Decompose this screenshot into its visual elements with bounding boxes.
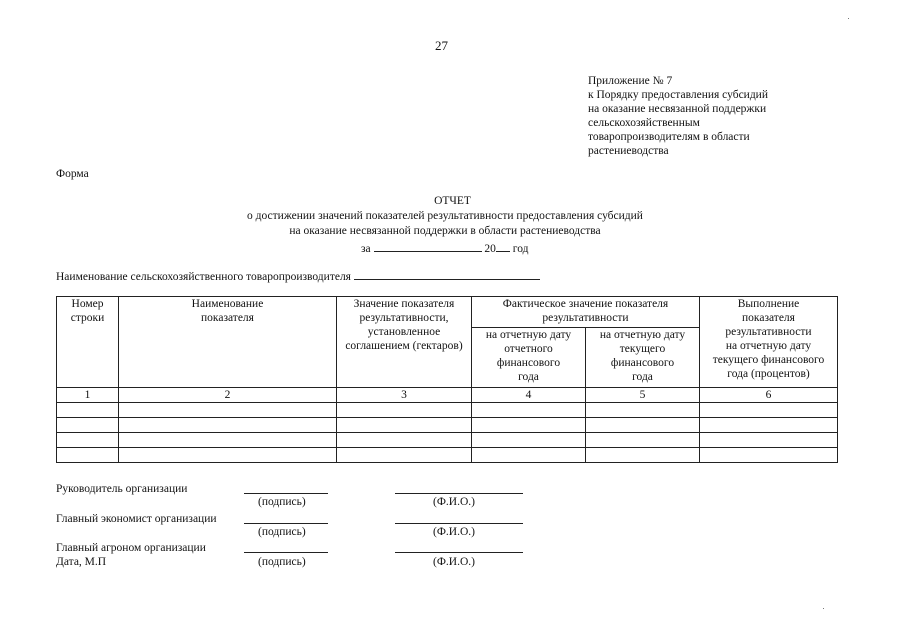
- table-cell[interactable]: [57, 403, 119, 418]
- table-row: [57, 433, 838, 448]
- date-stamp-label: Дата, М.П: [56, 556, 107, 568]
- producer-label: Наименование сельскохозяйственного товаропроизводителя: [56, 271, 351, 283]
- table-cell[interactable]: [57, 418, 119, 433]
- report-subtitle-1: о достижении значений показателей результативности предоставления субсидий: [247, 210, 643, 222]
- signature-head-label: Руководитель организации: [56, 483, 188, 495]
- column-number: 5: [586, 388, 700, 403]
- signature-agronomist-label: Главный агроном организации: [56, 542, 206, 554]
- appendix-line: сельскохозяйственным: [588, 117, 700, 129]
- appendix-line: Приложение № 7: [588, 75, 673, 87]
- table-cell[interactable]: [57, 448, 119, 463]
- producer-line: [56, 267, 540, 284]
- name-caption: (Ф.И.О.): [433, 526, 475, 538]
- col-header-row-number: Номер строки: [57, 297, 119, 388]
- table-cell[interactable]: [337, 418, 472, 433]
- signature-line: [244, 523, 328, 524]
- table-cell[interactable]: [586, 418, 700, 433]
- appendix-block: [588, 74, 768, 158]
- scan-speck: [823, 608, 824, 609]
- report-title: ОТЧЕТ: [434, 195, 471, 207]
- column-number: 2: [119, 388, 337, 403]
- report-subtitle-2: на оказание несвязанной поддержки в области растениеводства: [289, 225, 601, 237]
- table-cell[interactable]: [586, 433, 700, 448]
- col-header-agreed-value: Значение показателя результативности, установленное соглашением (гектаров): [337, 297, 472, 388]
- table-cell[interactable]: [700, 403, 838, 418]
- table-row: [57, 448, 838, 463]
- table-cell[interactable]: [472, 448, 586, 463]
- table-cell[interactable]: [700, 448, 838, 463]
- signature-caption: (подпись): [258, 556, 306, 568]
- table-cell[interactable]: [337, 433, 472, 448]
- table-cell[interactable]: [119, 448, 337, 463]
- appendix-line: на оказание несвязанной поддержки: [588, 103, 767, 115]
- signature-line: [244, 552, 328, 553]
- period-year-prefix: 20: [484, 243, 496, 255]
- table-cell[interactable]: [472, 403, 586, 418]
- signature-caption: (подпись): [258, 526, 306, 538]
- table-cell[interactable]: [472, 418, 586, 433]
- signature-caption: (подпись): [258, 496, 306, 508]
- form-label: Форма: [56, 168, 89, 180]
- table-row: [57, 403, 838, 418]
- table-cell[interactable]: [586, 403, 700, 418]
- table-cell[interactable]: [119, 433, 337, 448]
- table-cell[interactable]: [700, 418, 838, 433]
- signature-economist-label: Главный экономист организации: [56, 513, 217, 525]
- report-table: [56, 296, 838, 463]
- col-header-fulfillment: Выполнение показателя результативности на отчетную дату текущего финансового года (процентов): [700, 297, 838, 388]
- name-line: [395, 523, 523, 524]
- column-number: 3: [337, 388, 472, 403]
- producer-blank: [354, 267, 540, 280]
- header-row-1: [57, 297, 838, 328]
- column-number: 1: [57, 388, 119, 403]
- name-caption: (Ф.И.О.): [433, 556, 475, 568]
- scan-speck: [848, 18, 849, 19]
- table-cell[interactable]: [337, 448, 472, 463]
- col-header-reporting-year: на отчетную дату отчетного финансового года: [472, 327, 586, 387]
- appendix-line: товаропроизводителям в области: [588, 131, 750, 143]
- column-number: 4: [472, 388, 586, 403]
- period-suffix: год: [512, 243, 529, 255]
- table-cell[interactable]: [57, 433, 119, 448]
- table-cell[interactable]: [119, 403, 337, 418]
- name-caption: (Ф.И.О.): [433, 496, 475, 508]
- report-period: [361, 239, 528, 256]
- appendix-line: растениеводства: [588, 145, 669, 157]
- name-line: [395, 552, 523, 553]
- col-header-indicator-name: Наименование показателя: [119, 297, 337, 388]
- table-cell[interactable]: [119, 418, 337, 433]
- signature-line: [244, 493, 328, 494]
- period-date-blank: [374, 239, 482, 252]
- table-cell[interactable]: [700, 433, 838, 448]
- table-row: [57, 418, 838, 433]
- table-cell[interactable]: [337, 403, 472, 418]
- name-line: [395, 493, 523, 494]
- table-cell[interactable]: [586, 448, 700, 463]
- col-header-current-year: на отчетную дату текущего финансового года: [586, 327, 700, 387]
- table-cell[interactable]: [472, 433, 586, 448]
- column-number: 6: [700, 388, 838, 403]
- column-numbers-row: [57, 388, 838, 403]
- col-header-actual-group: Фактическое значение показателя результативности: [472, 297, 700, 328]
- period-prefix: за: [361, 243, 371, 255]
- page-number: 27: [435, 38, 448, 53]
- appendix-line: к Порядку предоставления субсидий: [588, 89, 768, 101]
- period-year-blank: [496, 239, 510, 252]
